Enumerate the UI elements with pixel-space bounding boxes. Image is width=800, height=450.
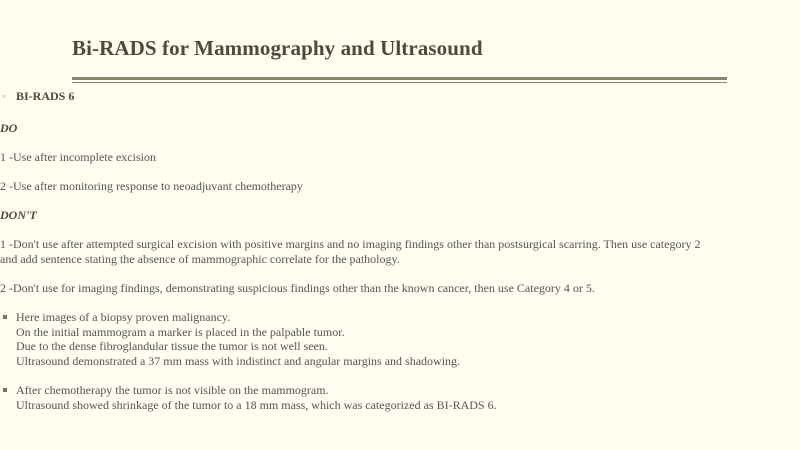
dont-label: DON'T: [0, 208, 37, 222]
bullet-chemo-line-2: Ultrasound showed shrinkage of the tumor to a 18 mm mass, which was categorized as BI-RADS 6.: [16, 397, 497, 412]
bullet-biopsy-lines: [16, 310, 460, 368]
do-item-1: 1 -Use after incomplete excision: [0, 150, 156, 164]
dont-item-2: 2 -Don't use for imaging findings, demonstrating suspicious findings other than the known cancer, then use Category 4 or 5.: [0, 281, 595, 295]
bullet-biopsy-line-4: Ultrasound demonstrated a 37 mm mass with indistinct and angular margins and shadowing.: [16, 353, 461, 368]
bullet-biopsy-line-2: On the initial mammogram a marker is placed in the palpable tumor.: [16, 324, 345, 339]
do-label: DO: [0, 121, 18, 135]
slide-title: Bi-RADS for Mammography and Ultrasound: [72, 36, 483, 60]
square-bullet-icon: ▫: [3, 92, 6, 101]
bullet-chemo-line-1: After chemotherapy the tumor is not visible on the mammogram.: [16, 383, 329, 397]
bullet-chemo-lines: [16, 383, 497, 412]
square-bullet-icon: [3, 388, 7, 392]
title-rule-thick: [72, 77, 727, 80]
heading-text: BI-RADS 6: [16, 89, 75, 103]
do-item-2: 2 -Use after monitoring response to neoadjuvant chemotherapy: [0, 179, 303, 193]
square-bullet-icon: [3, 315, 7, 319]
bullet-biopsy-line-3: Due to the dense fibroglandular tissue the tumor is not well seen.: [16, 339, 328, 354]
dont-item-1-line-2: and add sentence stating the absence of mammographic correlate for the pathology.: [0, 252, 400, 266]
title-rule-thin: [72, 82, 727, 83]
bullet-biopsy-line-1: Here images of a biopsy proven malignancy.: [16, 310, 231, 324]
heading-bullet: [0, 89, 800, 105]
dont-item-1-line-1: 1 -Don't use after attempted surgical excision with positive margins and no imaging findings other than postsurgical scarring. Then use category 2: [0, 237, 701, 251]
